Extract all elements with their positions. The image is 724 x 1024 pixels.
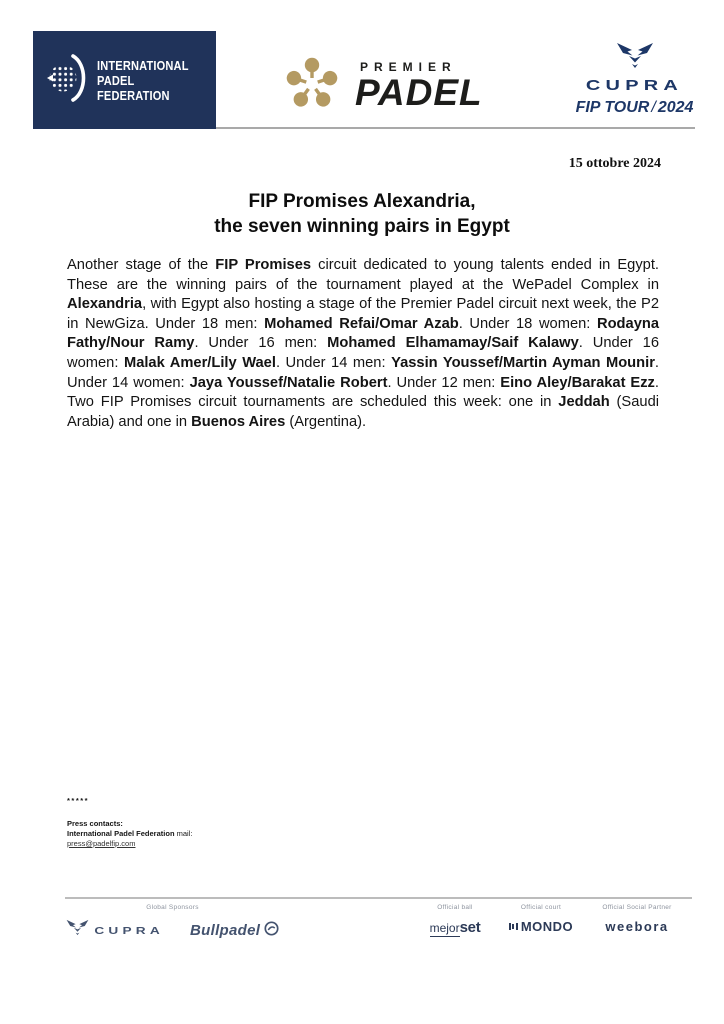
body-paragraph: Another stage of the FIP Promises circuit dedicated to young talents ended in Egypt. These are the winning pairs of the tournament played at the WePadel Complex in Alexandria, with Egypt also hosting a stage of the Premier Padel circuit next week, the P2 in NewGiza. Under 18 men: Mohamed Refai/Omar Azab. Under 18 women: Rodayna Fathy/Nour Ramy. Under 16 men: Mohamed Elhamamay/Saif Kalawy. Under 16 women: Malak Amer/Lily Wael. Under 14 men: Yassin Youssef/Martin Ayman Mounir. Under 14 women: Jaya Youssef/Natalie Robert. Under 12 men: Eino Aley/Barakat Ezz. Two FIP Promises circuit tournaments are scheduled this week: one in Jeddah (Saudi Arabia) and one in Buenos Aires (Argentina).: [67, 257, 660, 430]
document-date: 15 ottobre 2024: [568, 156, 661, 171]
cupra-bull-icon: [616, 56, 654, 73]
title-line-1: FIP Promises Alexandria,: [248, 191, 476, 212]
official-social-partner-group: [587, 904, 687, 934]
mondo-bars-icon: [509, 923, 518, 930]
official-court-caption: Official court: [520, 904, 562, 911]
press-email-link[interactable]: press@padelfip.com: [67, 839, 136, 848]
footer-divider-line: [65, 897, 692, 899]
tour-year-text: 2024: [657, 99, 694, 116]
mondo-sponsor-logo: [497, 919, 585, 934]
ipf-logo-line3: FEDERATION: [97, 87, 170, 103]
global-sponsors-group: [55, 904, 290, 941]
mejor-wordmark: mejor: [429, 921, 460, 935]
bullpadel-emblem-icon: [264, 921, 279, 940]
bullpadel-sponsor-logo: [190, 921, 279, 940]
padel-wordmark: PADEL: [355, 72, 483, 113]
premier-padel-logo: [281, 52, 483, 119]
press-separator: *****: [67, 796, 90, 805]
weebora-sponsor-logo: weebora: [605, 919, 669, 934]
cupra-bull-small-icon: [66, 919, 89, 941]
global-sponsors-caption: Global Sponsors: [146, 904, 199, 911]
ipf-logo-line2: PADEL: [97, 72, 135, 88]
premier-padel-flower-icon: [281, 52, 343, 119]
header-divider-line: [216, 127, 695, 129]
cupra-sponsor-label: CUPRA: [94, 924, 164, 936]
ipf-logo-line1: INTERNATIONAL: [97, 57, 189, 73]
ipf-logo: [33, 31, 216, 129]
document-title: [0, 189, 724, 239]
premier-wordmark: PREMIER: [360, 60, 457, 74]
press-org-line: International Padel Federation mail:: [67, 829, 193, 838]
tour-year-divider: /: [651, 99, 656, 116]
ipf-ball-icon: [46, 49, 88, 112]
press-contacts-block: [67, 796, 192, 849]
official-social-partner-caption: Official Social Partner: [602, 904, 672, 911]
mejorset-sponsor-logo: [405, 919, 505, 937]
title-line-2: the seven winning pairs in Egypt: [214, 216, 510, 237]
fip-tour-2024-wordmark: [562, 99, 707, 117]
official-ball-group: [405, 904, 505, 937]
mondo-wordmark: MONDO: [520, 919, 574, 934]
cupra-fip-tour-logo: [562, 42, 707, 117]
bullpadel-wordmark: Bullpadel: [190, 921, 261, 939]
cupra-sponsor-logo: [66, 919, 162, 941]
cupra-wordmark: CUPRA: [585, 77, 684, 94]
fip-tour-text: FIP TOUR: [575, 99, 650, 116]
press-contacts-heading: Press contacts:: [67, 819, 123, 828]
official-ball-caption: Official ball: [437, 904, 473, 911]
official-court-group: [497, 904, 585, 934]
set-wordmark: set: [459, 919, 481, 936]
